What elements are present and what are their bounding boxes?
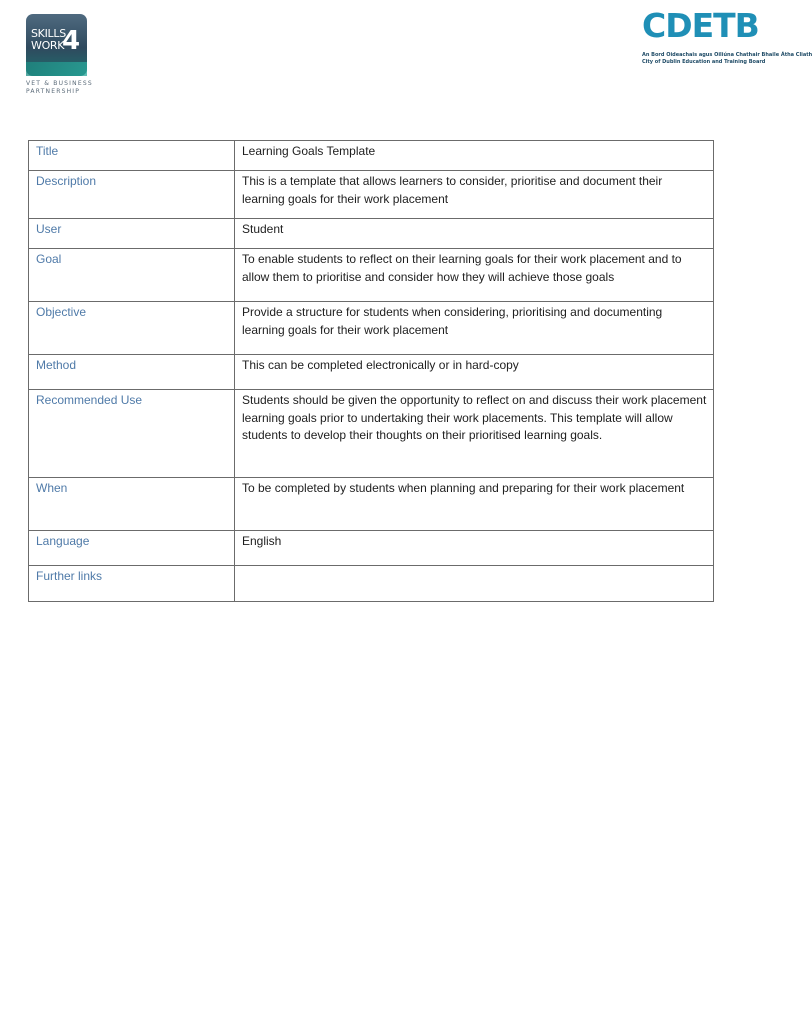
row-value: Learning Goals Template — [235, 141, 714, 171]
row-value: Students should be given the opportunity to reflect on and discuss their work placement learning goals prior to undertaking their work placements. This template will allow students to develop their thoughts on their prioritised learning goals. — [235, 390, 714, 478]
logo-subtitle — [26, 80, 93, 96]
cdetb-wordmark: CDETB — [642, 6, 759, 45]
cdetb-logo — [642, 6, 812, 66]
row-label: Title — [29, 141, 235, 171]
logo-subtitle-line2: PARTNERSHIP — [26, 88, 81, 95]
row-label: User — [29, 219, 235, 249]
row-label: Objective — [29, 302, 235, 355]
row-label: When — [29, 478, 235, 531]
row-value: Provide a structure for students when considering, prioritising and documenting learning goals for their work placement — [235, 302, 714, 355]
cdetb-tagline — [642, 52, 812, 66]
table-row-further-links — [29, 566, 714, 602]
table-row-language — [29, 531, 714, 566]
table-row-objective — [29, 302, 714, 355]
table-row-title — [29, 141, 714, 171]
table-row-when — [29, 478, 714, 531]
cdetb-tagline-english: City of Dublin Education and Training Board — [642, 59, 766, 65]
row-label: Method — [29, 355, 235, 390]
table-row-goal — [29, 249, 714, 302]
logo-four-numeral: 4 — [62, 26, 81, 56]
skills4work-logo — [26, 14, 93, 96]
row-value — [235, 566, 714, 602]
table-row-recommended-use — [29, 390, 714, 478]
row-label: Description — [29, 171, 235, 219]
row-value: English — [235, 531, 714, 566]
table-row-method — [29, 355, 714, 390]
row-label: Recommended Use — [29, 390, 235, 478]
logo-subtitle-line1: VET & BUSINESS — [26, 80, 93, 87]
template-info-table — [28, 140, 714, 602]
badge-stripe — [26, 62, 87, 76]
skills4work-badge — [26, 14, 87, 76]
table-row-user — [29, 219, 714, 249]
row-label: Goal — [29, 249, 235, 302]
row-value: Student — [235, 219, 714, 249]
logo-work-text: WORK — [31, 39, 65, 52]
table-row-description — [29, 171, 714, 219]
row-value: This is a template that allows learners to consider, prioritise and document their learning goals for their work placement — [235, 171, 714, 219]
logo-skills-text: SKILLS — [31, 27, 66, 40]
row-value: To be completed by students when planning and preparing for their work placement — [235, 478, 714, 531]
row-label: Language — [29, 531, 235, 566]
row-value: To enable students to reflect on their learning goals for their work placement and to allow them to prioritise and consider how they will achieve those goals — [235, 249, 714, 302]
row-value: This can be completed electronically or in hard-copy — [235, 355, 714, 390]
cdetb-tagline-irish: An Bord Oideachais agus Oiliúna Chathair Bhaile Átha Cliath — [642, 52, 812, 58]
row-label: Further links — [29, 566, 235, 602]
